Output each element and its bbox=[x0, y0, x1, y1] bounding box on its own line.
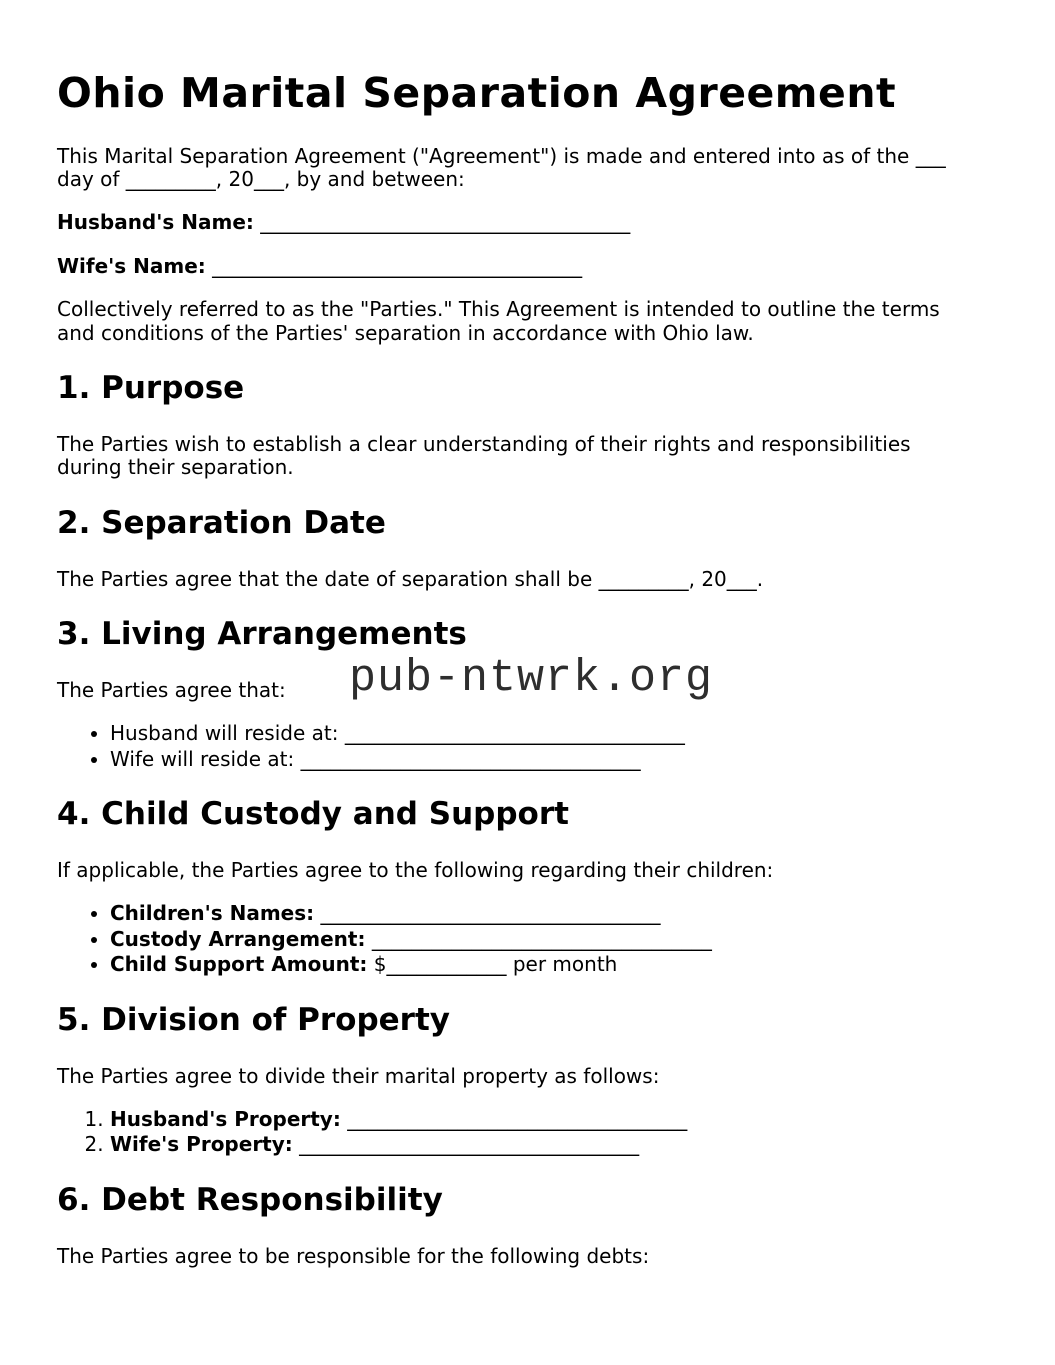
list-item-husband-property bbox=[110, 1108, 977, 1131]
list-item-children-names bbox=[110, 902, 977, 925]
separation-date-paragraph: The Parties agree that the date of separation shall be _________, 20___. bbox=[57, 566, 764, 591]
wife-name-field bbox=[57, 255, 977, 278]
section-heading-child-custody: 4. Child Custody and Support bbox=[57, 796, 569, 833]
child-support-label: Child Support Amount: bbox=[110, 952, 368, 977]
wife-property-blank: __________________________________ bbox=[292, 1132, 640, 1157]
custody-bullet-list bbox=[57, 902, 977, 976]
section-heading-purpose: 1. Purpose bbox=[57, 369, 245, 406]
husband-residence-blank: __________________________________ bbox=[338, 721, 685, 746]
watermark-text: pub-ntwrk.org bbox=[349, 653, 714, 704]
husband-property-blank: __________________________________ bbox=[340, 1106, 688, 1131]
list-item-husband-residence bbox=[110, 722, 977, 745]
husband-property-label: Husband's Property: bbox=[110, 1106, 341, 1131]
children-names-blank: __________________________________ bbox=[314, 901, 661, 926]
husband-name-label: Husband's Name: bbox=[57, 210, 254, 235]
wife-residence-text: Wife will reside at: bbox=[110, 746, 295, 771]
document-title: Ohio Marital Separation Agreement bbox=[57, 69, 897, 117]
wife-residence-blank: __________________________________ bbox=[294, 746, 641, 771]
intro-paragraph: This Marital Separation Agreement ("Agreement") is made and entered into as of the ___ day of _________, 20___, by and between: bbox=[57, 143, 946, 191]
living-bullet-list bbox=[57, 722, 977, 771]
child-support-blank: $____________ per month bbox=[367, 952, 618, 977]
living-intro-paragraph: The Parties agree that: bbox=[57, 677, 286, 702]
debt-intro-paragraph: The Parties agree to be responsible for the following debts: bbox=[57, 1243, 650, 1268]
husband-residence-text: Husband will reside at: bbox=[110, 721, 339, 746]
property-numbered-list bbox=[57, 1108, 977, 1157]
wife-name-label: Wife's Name: bbox=[57, 253, 206, 278]
list-item-child-support bbox=[110, 953, 977, 976]
section-heading-division-of-property: 5. Division of Property bbox=[57, 1001, 450, 1038]
section-heading-debt-responsibility: 6. Debt Responsibility bbox=[57, 1181, 443, 1218]
list-item-wife-residence bbox=[110, 748, 977, 771]
custody-arrangement-blank: __________________________________ bbox=[365, 926, 712, 951]
wife-property-label: Wife's Property: bbox=[110, 1132, 293, 1157]
custody-intro-paragraph: If applicable, the Parties agree to the following regarding their children: bbox=[57, 858, 774, 883]
property-intro-paragraph: The Parties agree to divide their marital property as follows: bbox=[57, 1063, 660, 1088]
section-heading-separation-date: 2. Separation Date bbox=[57, 504, 386, 541]
custody-arrangement-label: Custody Arrangement: bbox=[110, 926, 366, 951]
list-item-wife-property bbox=[110, 1133, 977, 1156]
list-item-custody-arrangement bbox=[110, 928, 977, 951]
children-names-label: Children's Names: bbox=[110, 901, 315, 926]
purpose-paragraph: The Parties wish to establish a clear understanding of their rights and responsibilities during their separation. bbox=[57, 431, 911, 480]
wife-name-blank: _____________________________________ bbox=[205, 253, 583, 278]
husband-name-field bbox=[57, 211, 977, 234]
husband-name-blank: _____________________________________ bbox=[253, 210, 631, 235]
collective-paragraph: Collectively referred to as the "Parties." This Agreement is intended to outline the terms and conditions of the Parties' separation in accordance with Ohio law. bbox=[57, 297, 940, 345]
section-heading-living-arrangements: 3. Living Arrangements bbox=[57, 615, 467, 652]
